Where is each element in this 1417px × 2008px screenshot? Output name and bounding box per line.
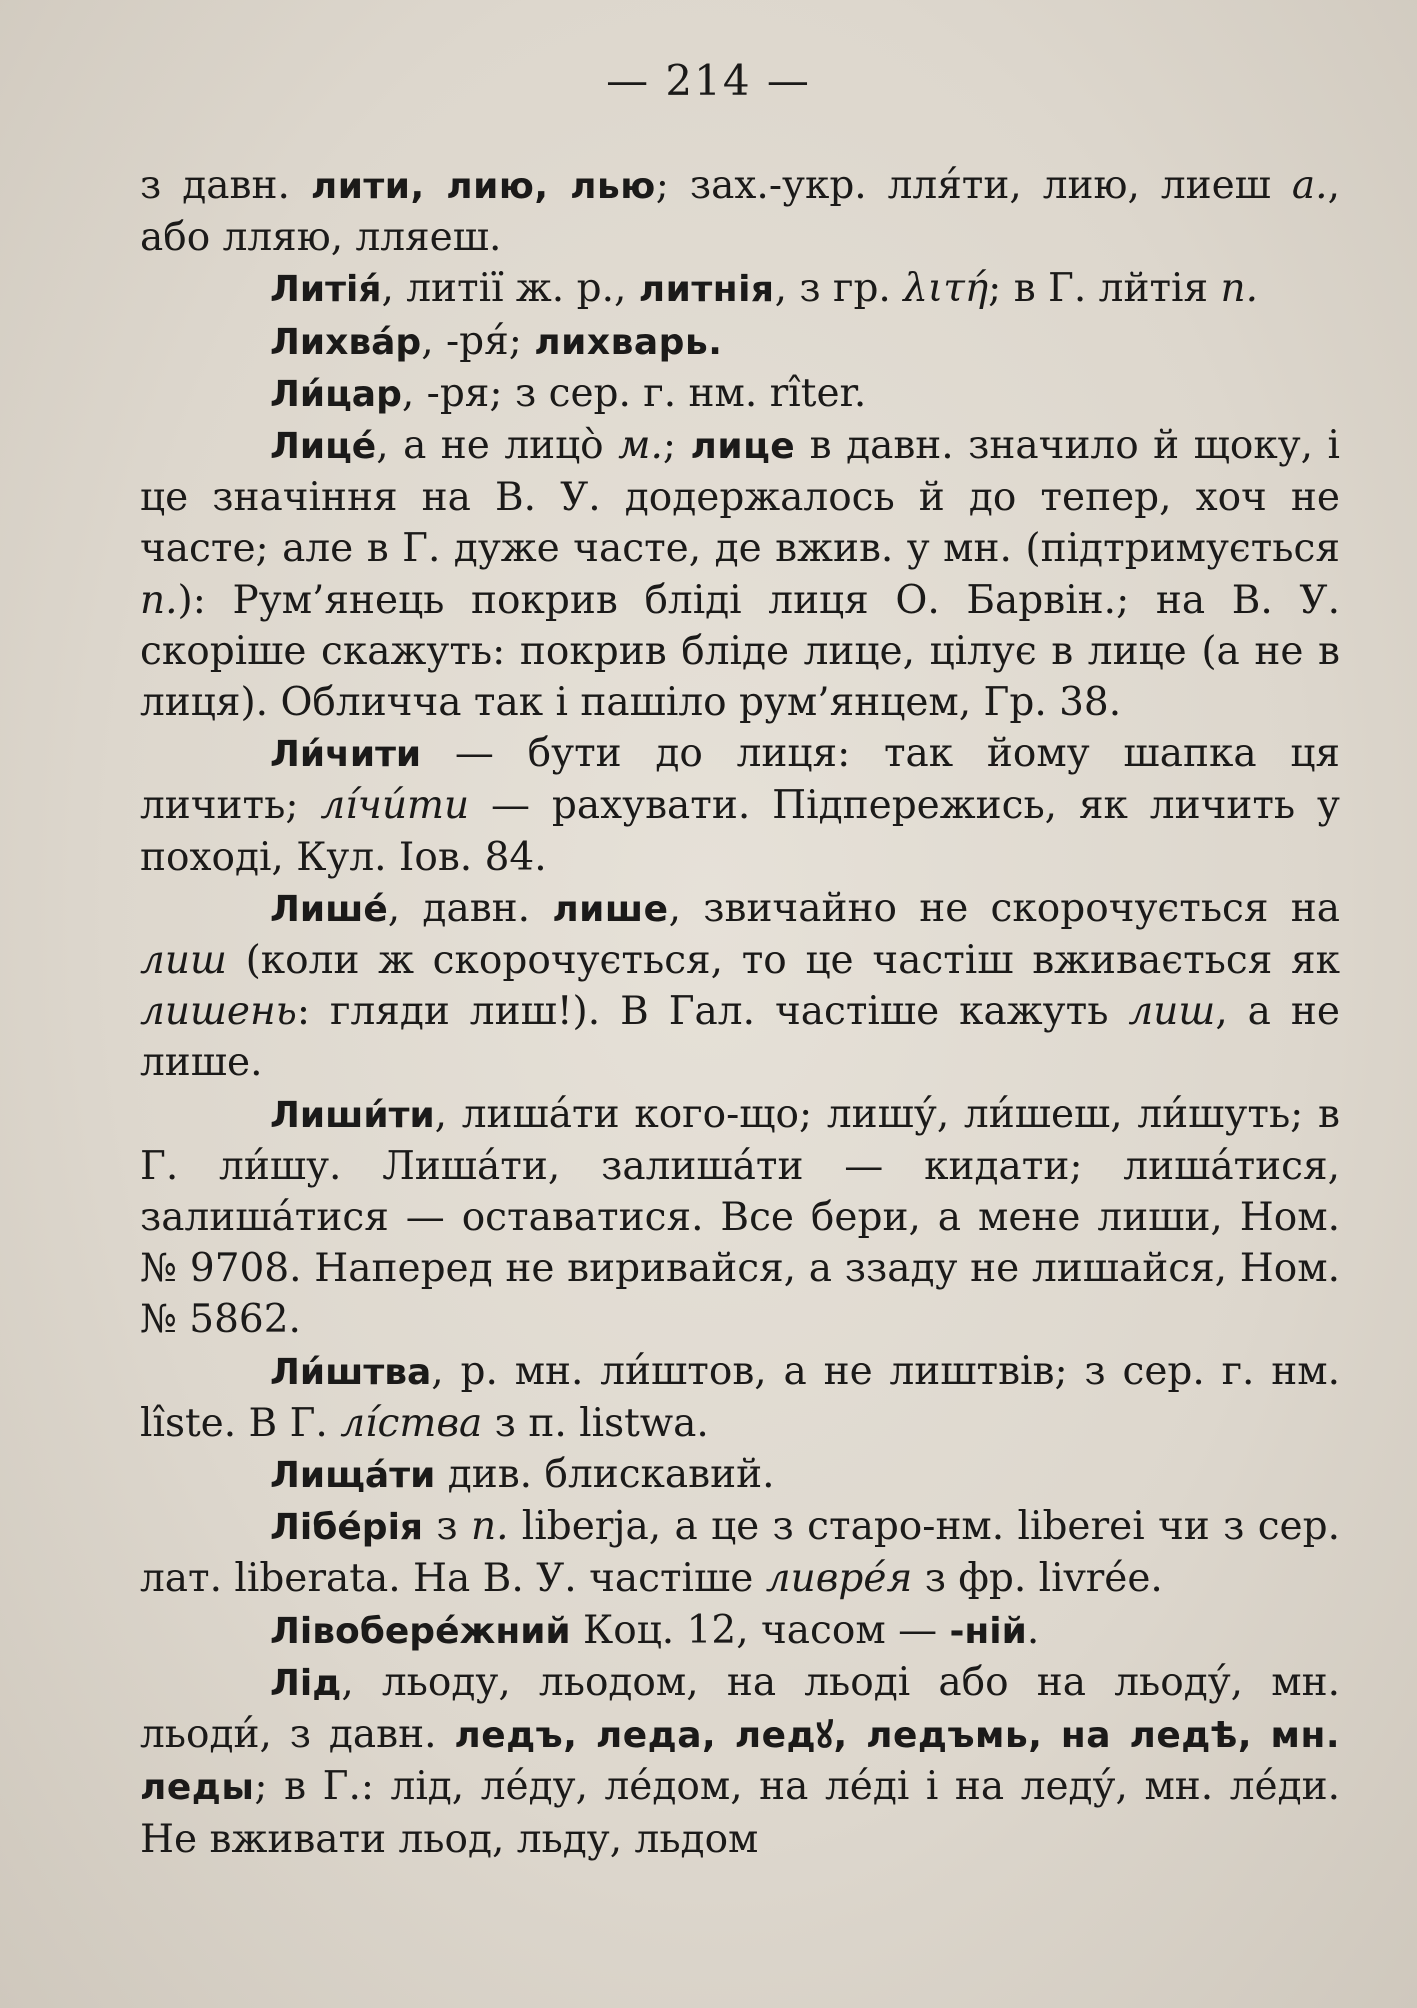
headword: Лице́ — [270, 426, 377, 468]
entry-text: з давн. — [140, 163, 311, 208]
italic-term: п. — [1220, 266, 1259, 312]
page-number: — 214 — — [606, 56, 811, 105]
headword: Лиши́ти — [270, 1094, 435, 1136]
dictionary-entry — [140, 368, 1340, 420]
italic-term: лі́ства — [340, 1400, 483, 1446]
dictionary-entry — [140, 263, 1340, 315]
headword: Лід — [270, 1662, 342, 1704]
dictionary-entry — [140, 1089, 1340, 1346]
italic-term: а. — [1291, 163, 1328, 208]
old-form: лише — [552, 888, 669, 930]
entry-text: ; — [662, 423, 691, 469]
headword: Ли́чити — [270, 734, 422, 776]
headword: Лише́ — [270, 888, 388, 930]
entry-text: ; в Г. лйтія — [988, 266, 1221, 312]
entry-text: з — [423, 1504, 471, 1550]
italic-term: λιτή — [903, 266, 989, 312]
entry-text: , литії ж. р., — [381, 266, 639, 312]
italic-term: м. — [618, 423, 663, 469]
entry-text: , звичайно не скорочується на — [668, 885, 1340, 931]
headword: -ній — [949, 1610, 1027, 1652]
old-form: лихварь. — [534, 321, 723, 363]
entry-text: , р. мн. ли́штов, а не лиштвів; з сер. г. нм. lîste. В Г. — [140, 1348, 1340, 1446]
entry-text: з п. listwa. — [482, 1400, 709, 1446]
dictionary-entry — [140, 316, 1340, 368]
dictionary-entry — [140, 1501, 1340, 1604]
entry-text: , або лляю, лляеш. — [140, 163, 1340, 261]
entry-text: Коц. 12, часом — — [570, 1607, 950, 1653]
italic-term: п. — [470, 1504, 509, 1550]
entry-text: див. блискавий. — [435, 1452, 775, 1498]
entry-text: . — [1026, 1607, 1040, 1653]
entry-text: : гляди лиш!). В Гал. частіше кажуть — [296, 989, 1129, 1035]
entry-text: з фр. livrée. — [912, 1556, 1163, 1602]
headword: Литія́ — [270, 269, 382, 311]
headword: Лихва́р — [270, 321, 422, 363]
entry-text: , льоду, льодом, на льоді або на льоду́, мн. льоди́, з давн. — [140, 1659, 1340, 1758]
headword: Лища́ти — [270, 1455, 436, 1497]
entry-text: — рахувати. Підпережись, як личить у поході, Кул. Іов. 84. — [140, 783, 1340, 880]
entry-text: , а не лицо̀ — [376, 423, 619, 469]
headword: Ли́штва — [270, 1351, 432, 1393]
dictionary-entry — [140, 1449, 1340, 1501]
italic-term: лі́чи́ти — [320, 783, 470, 829]
entry-text: ): Рум’янець покрив бліді лиця О. Барвін.; на В. У. скоріше скажуть: покрив бліде лице, цілує в лице (а не в лиця). Обличча так і пашіло рум’янцем, Гр. 38. — [140, 577, 1340, 726]
dictionary-entry — [140, 883, 1340, 1089]
entry-text: (коли ж скорочується, то це частіш вживається як — [226, 938, 1340, 984]
dictionary-entry — [140, 420, 1340, 728]
dictionary-entry — [140, 160, 1340, 263]
entry-text: , лиша́ти кого-що; лишу́, ли́шеш, ли́шуть; в Г. ли́шу. Лиша́ти, залиша́ти — кидати; лиша́тися, залиша́тися — оставатися. Все бери, а мене лиши, Ном. № 9708. Наперед не виривайся, а ззаду не лишайся, Ном. № 5862. — [140, 1091, 1340, 1343]
entry-text: liberja, а це з старо-нм. liberei чи з сер. лат. liberata. На В. У. частіше — [140, 1504, 1340, 1602]
dictionary-entry — [140, 1605, 1340, 1657]
italic-term: лиш — [140, 938, 227, 984]
entry-text: ; в Г.: лід, ле́ду, ле́дом, на ле́ді і на леду́, мн. ле́ди. Не вживати льод, льду, льдом — [140, 1764, 1340, 1862]
entry-text: , давн. — [387, 885, 553, 931]
dictionary-entry — [140, 728, 1340, 883]
old-form: лице — [690, 426, 796, 468]
entry-text: — бути до лиця: так йому шапка ця личить; — [140, 731, 1340, 829]
entry-text: , -ря; з сер. г. нм. rîter. — [401, 370, 867, 416]
italic-term: п. — [140, 577, 178, 623]
dictionary-entry — [140, 1657, 1340, 1865]
entry-text: ; зах.-укр. лля́ти, лию, лиеш — [655, 163, 1292, 208]
entry-text: , з гр. — [774, 266, 904, 312]
italic-term: ливре́я — [765, 1556, 913, 1602]
headword: Лівобере́жний — [270, 1610, 571, 1652]
headword: Ли́цар — [270, 373, 402, 415]
entry-text: , а не лише. — [140, 989, 1340, 1086]
italic-term: лиш — [1128, 989, 1216, 1035]
old-form: ледъ, леда, ледꙋ, ледъмь, на ледѣ, мн. леды — [140, 1715, 1341, 1809]
entry-text: в давн. значило й щоку, і це значіння на В. У. додержалось й до тепер, хоч не часте; але в Г. дуже часте, де вжив. у мн. (підтримується — [140, 423, 1340, 572]
old-form: литнія — [638, 269, 775, 311]
entry-text: , -ря́; — [421, 318, 535, 364]
headword: Лібе́рія — [270, 1507, 424, 1549]
dictionary-entry — [140, 1346, 1340, 1449]
dictionary-text — [140, 160, 1340, 1865]
old-form: лити, лию, лью — [310, 166, 656, 207]
italic-term: лишень — [140, 989, 297, 1035]
